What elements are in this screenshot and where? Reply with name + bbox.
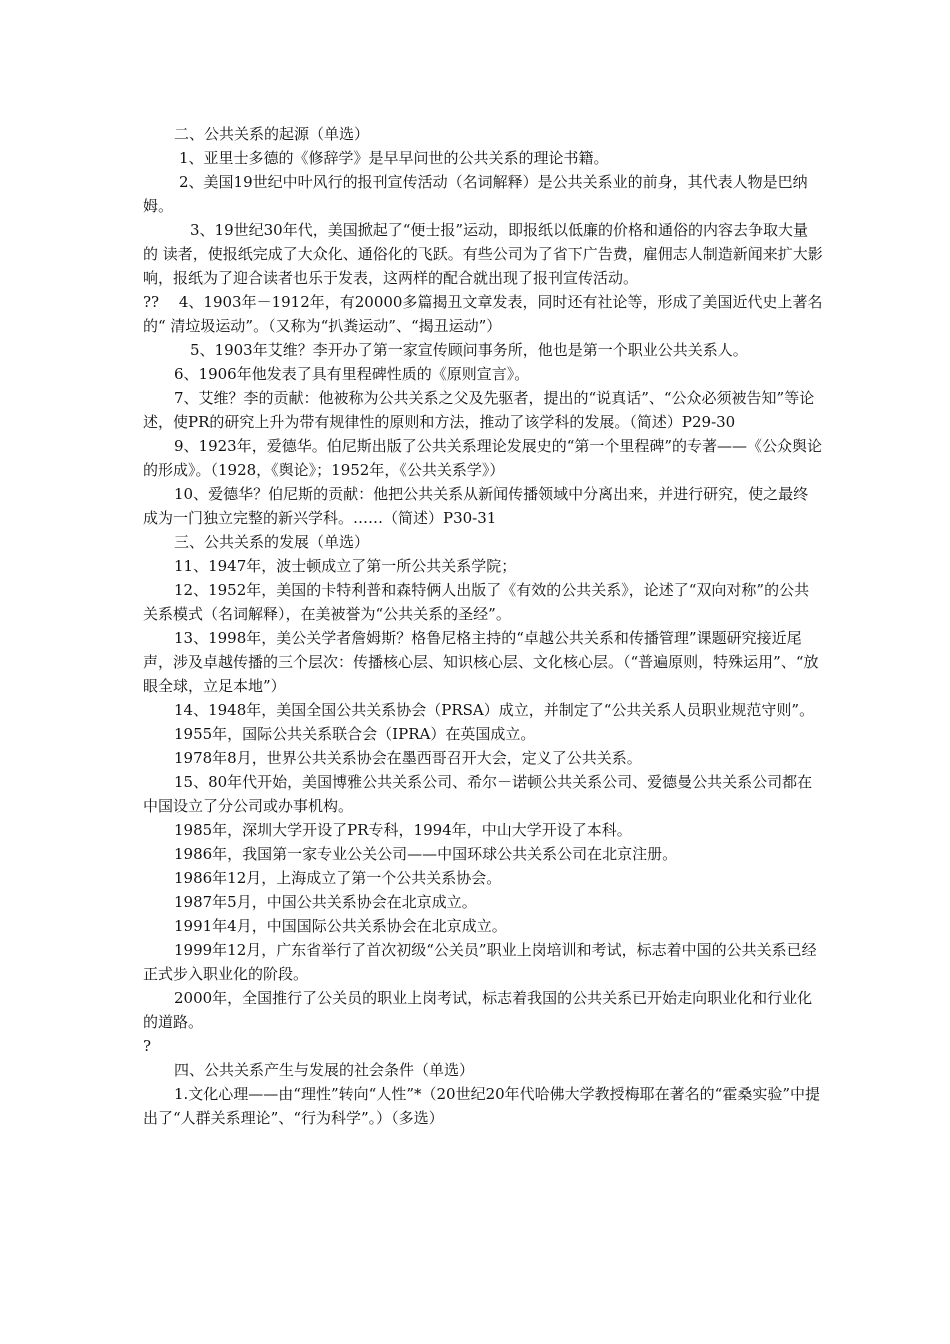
paragraph-item-3: 3、19世纪30年代，美国掀起了“便士报”运动，即报纸以低廉的价格和通俗的内容去争取大量的 读者，使报纸完成了大众化、通俗化的飞跃。有些公司为了省下广告费，雇佣志人制造新闻来扩大影响，报纸为了迎合读者也乐于发表，这两样的配合就出现了报刊宣传活动。 bbox=[143, 221, 823, 287]
paragraph-item-12: 12、1952年，美国的卡特利普和森特俩人出版了《有效的公共关系》，论述了“双向对称”的公共关系模式（名词解释），在美被誉为“公共关系的圣经”。 bbox=[143, 581, 810, 623]
paragraph-2000: 2000年，全国推行了公关员的职业上岗考试，标志着我国的公共关系已开始走向职业化和行业化的道路。 bbox=[143, 989, 813, 1031]
document-page bbox=[143, 122, 823, 1130]
paragraph-1955: 1955年，国际公共关系联合会（IPRA）在英国成立。 bbox=[174, 725, 536, 743]
paragraph-item-10: 10、爱德华？伯尼斯的贡献：他把公共关系从新闻传播领域中分离出来，并进行研究，使之最终成为一门独立完整的新兴学科。……（简述）P30-31 bbox=[143, 485, 809, 527]
paragraph-1987: 1987年5月，中国公共关系协会在北京成立。 bbox=[174, 893, 477, 911]
paragraph-item-9: 9、1923年，爱德华。伯尼斯出版了公共关系理论发展史的“第一个里程碑”的专著——《公众舆论的形成》。（1928，《舆论》；1952年，《公共关系学》） bbox=[143, 437, 823, 479]
section-heading-development: 三、公共关系的发展（单选） bbox=[174, 533, 370, 551]
paragraph-1986-association: 1986年12月，上海成立了第一个公共关系协会。 bbox=[174, 869, 502, 887]
paragraph-item-2: 2、美国19世纪中叶风行的报刊宣传活动（名词解释）是公共关系业的前身，其代表人物是巴纳姆。 bbox=[143, 173, 808, 215]
paragraph-item-13: 13、1998年，美公关学者詹姆斯？格鲁尼格主持的“卓越公共关系和传播管理”课题研究接近尾声，涉及卓越传播的三个层次：传播核心层、知识核心层、文化核心层。（“普遍原则，特殊运用”、“放眼全球，立足本地”） bbox=[143, 629, 819, 695]
stray-question-mark: ? bbox=[143, 1037, 152, 1055]
paragraph-item-11: 11、1947年，波士顿成立了第一所公共关系学院； bbox=[174, 557, 517, 575]
paragraph-item-5: 5、1903年艾维？李开办了第一家宣传顾问事务所，他也是第一个职业公共关系人。 bbox=[190, 341, 748, 359]
paragraph-item-7: 7、艾维？李的贡献：他被称为公共关系之父及先驱者，提出的“说真话”、“公众必须被告知”等论述，使PR的研究上升为带有规律性的原则和方法，推动了该学科的发展。（简述）P29-30 bbox=[143, 389, 815, 431]
section-heading-social-conditions: 四、公共关系产生与发展的社会条件（单选） bbox=[174, 1061, 475, 1079]
paragraph-item-15: 15、80年代开始，美国博雅公共关系公司、希尔－诺顿公共关系公司、爱德曼公共关系公司都在中国设立了分公司或办事机构。 bbox=[143, 773, 813, 815]
paragraph-1985: 1985年，深圳大学开设了PR专科，1994年，中山大学开设了本科。 bbox=[174, 821, 632, 839]
section-heading-origin: 二、公共关系的起源（单选） bbox=[174, 125, 370, 143]
paragraph-1999: 1999年12月，广东省举行了首次初级“公关员”职业上岗培训和考试，标志着中国的公共关系已经正式步入职业化的阶段。 bbox=[143, 941, 817, 983]
paragraph-item-6: 6、1906年他发表了具有里程碑性质的《原则宣言》。 bbox=[174, 365, 530, 383]
paragraph-1991: 1991年4月，中国国际公共关系协会在北京成立。 bbox=[174, 917, 507, 935]
paragraph-item-1: 1、亚里士多德的《修辞学》是早早问世的公共关系的理论书籍。 bbox=[179, 149, 609, 167]
paragraph-item-4: ?? 4、1903年－1912年，有20000多篇揭丑文章发表，同时还有社论等，形成了美国近代史上著名的“ 清垃圾运动”。（又称为“扒粪运动”、“揭丑运动”） bbox=[143, 293, 823, 335]
paragraph-condition-1: 1.文化心理——由“理性”转向“人性”*（20世纪20年代哈佛大学教授梅耶在著名的“霍桑实验”中提出了“人群关系理论”、“行为科学”。）（多选） bbox=[143, 1085, 820, 1127]
paragraph-1978: 1978年8月，世界公共关系协会在墨西哥召开大会，定义了公共关系。 bbox=[174, 749, 642, 767]
paragraph-item-14: 14、1948年，美国全国公共关系协会（PRSA）成立，并制定了“公共关系人员职业规范守则”。 bbox=[174, 701, 815, 719]
paragraph-1986-firm: 1986年，我国第一家专业公关公司——中国环球公共关系公司在北京注册。 bbox=[174, 845, 678, 863]
